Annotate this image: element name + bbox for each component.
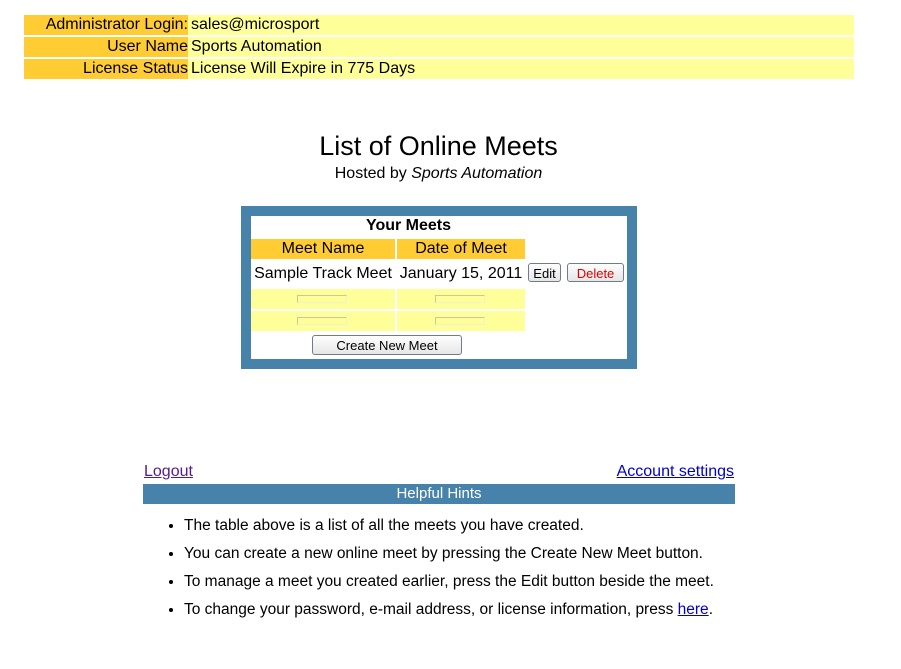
column-header-meet-name: Meet Name <box>251 239 395 259</box>
new-meet-name-input[interactable] <box>297 295 347 303</box>
new-meet-name-input[interactable] <box>297 317 347 325</box>
list-item <box>184 600 784 628</box>
hint-period: . <box>708 601 713 618</box>
admin-login-row <box>24 15 854 37</box>
meet-name-cell[interactable]: Sample Track Meet <box>254 265 392 282</box>
page-title: List of Online Meets <box>319 131 558 161</box>
meet-date-cell: January 15, 2011 <box>399 265 523 282</box>
new-meet-date-input[interactable] <box>435 317 485 325</box>
hint-text: To change your password, e-mail address, or license information, press <box>184 601 674 618</box>
new-meet-date-input[interactable] <box>435 295 485 303</box>
list-item: • You can create a new online meet by pressing the Create New Meet button. <box>184 544 784 572</box>
list-item: • To manage a meet you created earlier, press the Edit button beside the meet. <box>184 572 784 600</box>
account-info <box>24 15 854 81</box>
user-name-label: User Name <box>24 37 188 57</box>
list-item: • The table above is a list of all the meets you have created. <box>184 516 784 544</box>
meets-caption: Your Meets <box>365 217 452 234</box>
user-name-value: Sports Automation <box>188 37 854 57</box>
user-name-row <box>24 37 854 59</box>
delete-button[interactable]: Delete <box>567 263 624 282</box>
meets-panel <box>241 206 637 369</box>
meets-panel-inner <box>251 216 627 359</box>
here-link[interactable]: here <box>677 601 709 618</box>
license-status-label: License Status <box>24 59 188 79</box>
admin-login-value: sales@microsport <box>188 15 854 35</box>
subtitle-prefix: Hosted by <box>334 165 407 182</box>
subtitle-host: Sports Automation <box>411 165 543 182</box>
create-new-meet-button[interactable]: Create New Meet <box>312 335 462 355</box>
page-subtitle <box>0 165 877 183</box>
column-header-date: Date of Meet <box>397 239 525 259</box>
license-status-row <box>24 59 854 81</box>
account-settings-link[interactable]: Account settings <box>616 463 734 480</box>
edit-button[interactable]: Edit <box>528 263 561 282</box>
links-row <box>144 463 734 483</box>
logout-link[interactable]: Logout <box>144 463 193 480</box>
hints-list <box>160 516 784 628</box>
admin-login-label: Administrator Login: <box>24 15 188 35</box>
license-status-value: License Will Expire in 775 Days <box>188 59 854 79</box>
helpful-hints-header: Helpful Hints <box>143 484 735 504</box>
